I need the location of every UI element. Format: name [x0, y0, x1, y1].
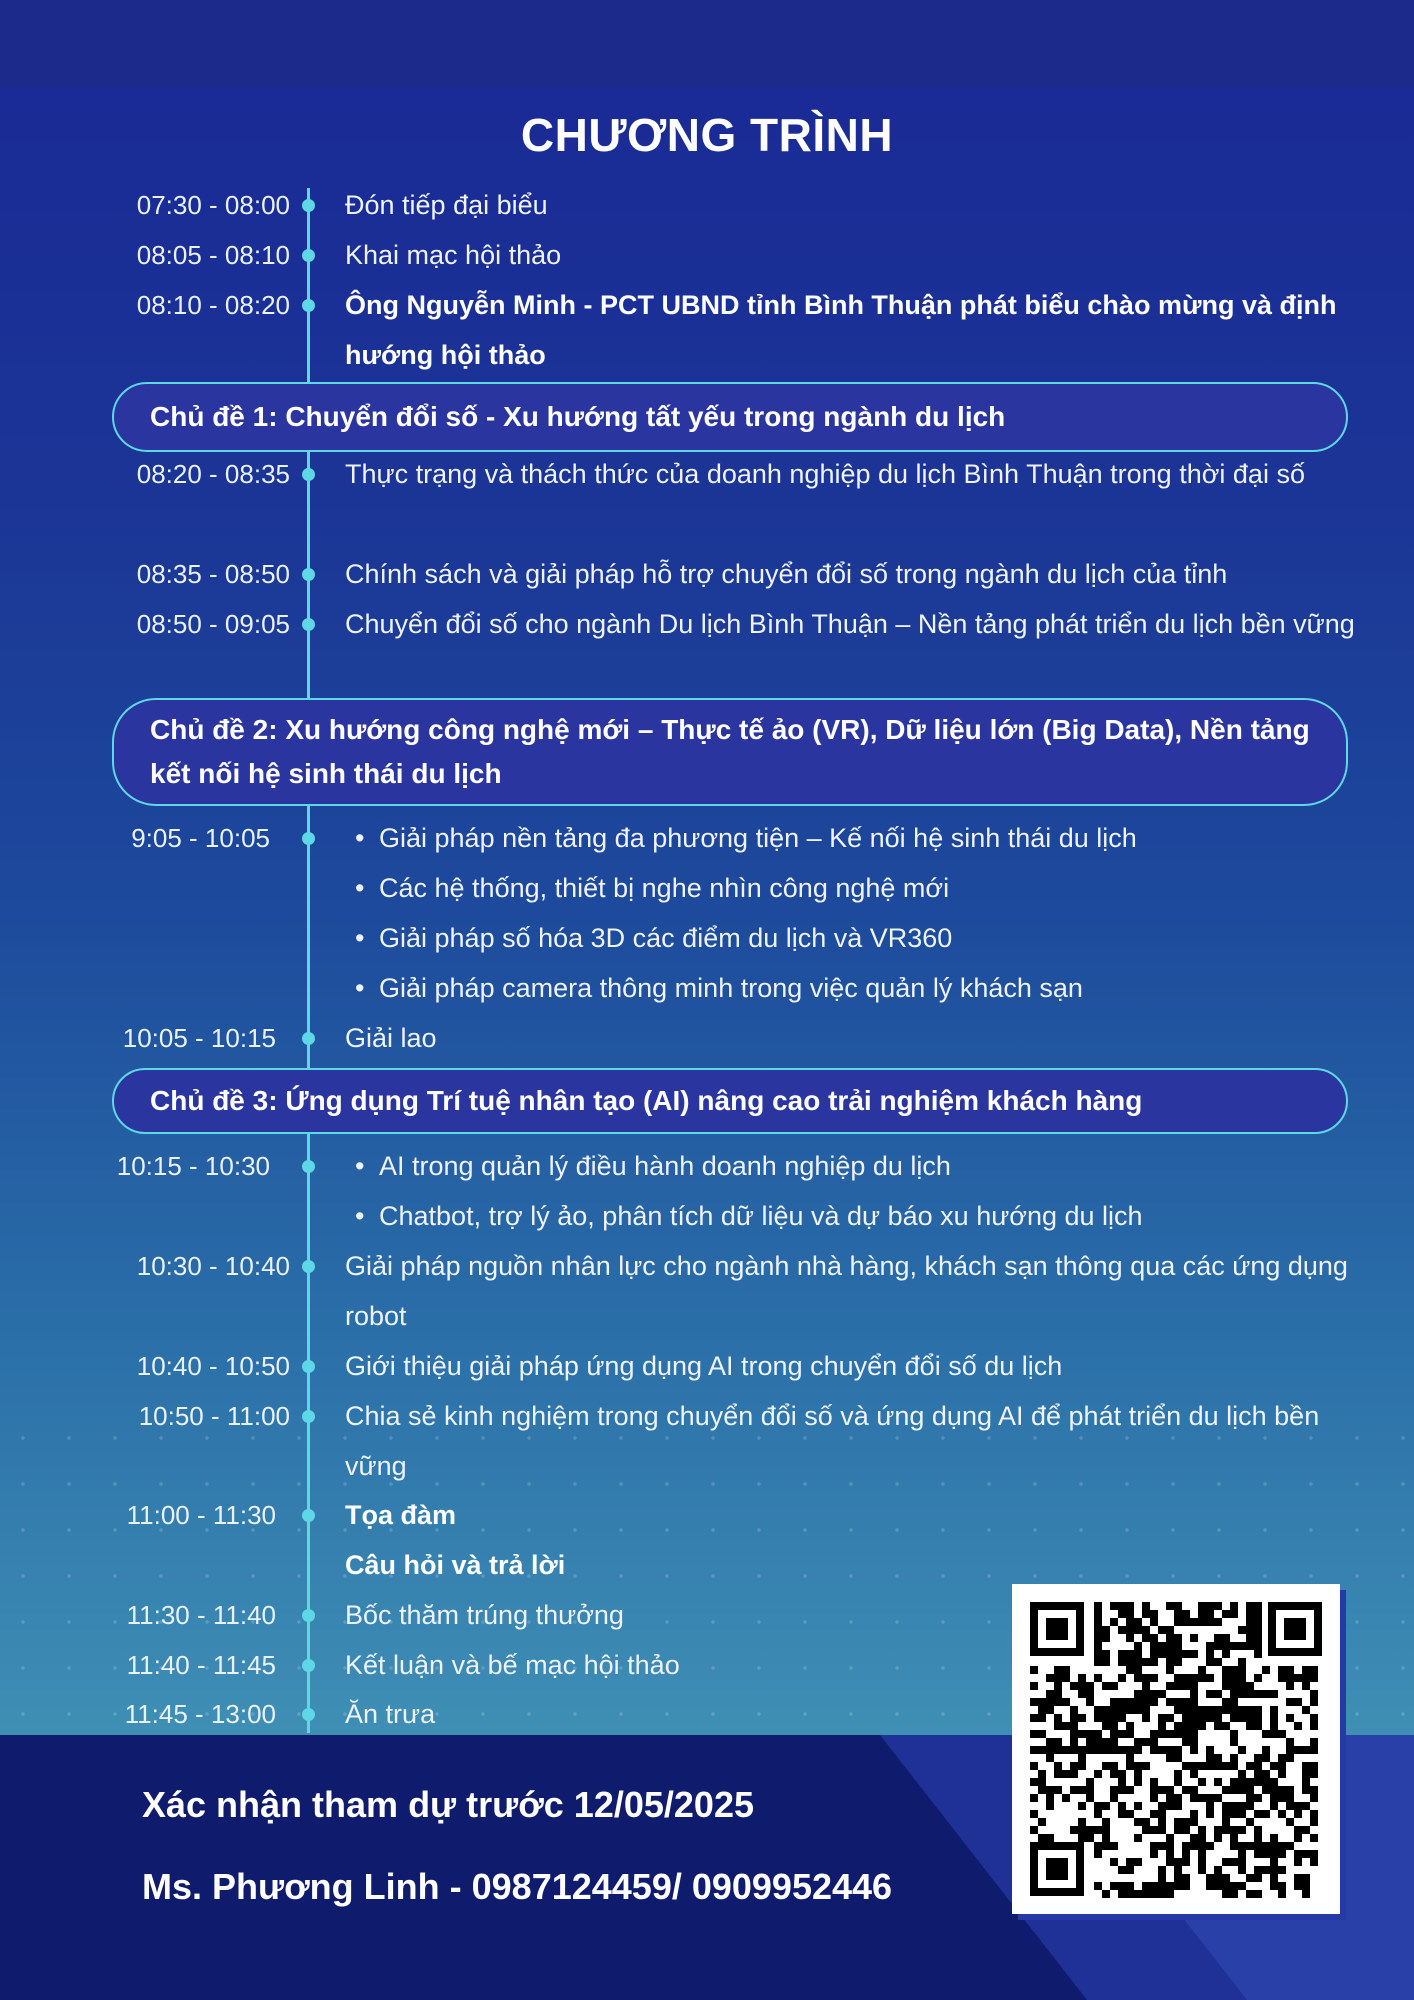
agenda-time: 08:10 - 08:20	[136, 290, 290, 320]
agenda-time: 10:40 - 10:50	[136, 1351, 290, 1381]
timeline-dot	[302, 832, 315, 845]
agenda-time: 11:40 - 11:45	[126, 1650, 276, 1680]
agenda-text: Kết luận và bế mạc hội thảo	[345, 1650, 680, 1680]
qa-text: Câu hỏi và trả lời	[345, 1550, 566, 1580]
agenda-text: Chính sách và giải pháp hỗ trợ chuyển đổi số trong ngành du lịch của tỉnh	[345, 559, 1228, 589]
timeline-dot	[302, 1509, 315, 1522]
timeline-dot	[302, 1160, 315, 1173]
timeline-dot	[302, 468, 315, 481]
timeline-dot	[302, 1410, 315, 1423]
topic-1-title: Chủ đề 1: Chuyển đổi số - Xu hướng tất yếu trong ngành du lịch	[150, 401, 1006, 432]
topic-2-banner	[112, 698, 1348, 806]
timeline-dot	[302, 199, 315, 212]
agenda-time: 10:30 - 10:40	[136, 1251, 290, 1281]
agenda-text: Tọa đàm	[345, 1500, 457, 1530]
qr-code-card[interactable]	[1012, 1584, 1340, 1914]
timeline-dot	[302, 1708, 315, 1721]
agenda-bullet: • Chatbot, trợ lý ảo, phân tích dữ liệu và dự báo xu hướng du lịch	[355, 1201, 1143, 1231]
agenda-time: 11:30 - 11:40	[126, 1600, 276, 1630]
contact-info: Ms. Phương Linh - 0987124459/ 0909952446	[142, 1866, 893, 1907]
agenda-time: 10:50 - 11:00	[138, 1401, 290, 1431]
agenda-text: Khai mạc hội thảo	[345, 240, 562, 270]
agenda-time: 10:15 - 10:30	[116, 1151, 270, 1181]
timeline-dot	[302, 1360, 315, 1373]
agenda-text: Giới thiệu giải pháp ứng dụng AI trong chuyển đổi số du lịch	[345, 1351, 1063, 1381]
agenda-text: Đón tiếp đại biểu	[345, 190, 548, 220]
agenda-bullet: • Giải pháp số hóa 3D các điểm du lịch và VR360	[355, 923, 953, 953]
top-band	[0, 0, 1414, 88]
timeline-dot	[302, 1260, 315, 1273]
timeline-dot	[302, 568, 315, 581]
topic-2-title: Chủ đề 2: Xu hướng công nghệ mới – Thực tế ảo (VR), Dữ liệu lớn (Big Data), Nền tảng kết nối hệ sinh thái du lịch	[150, 714, 1310, 789]
topic-3-banner	[112, 1068, 1348, 1134]
agenda-text: Giải lao	[345, 1023, 437, 1053]
timeline-dot	[302, 249, 315, 262]
qr-code-icon	[1026, 1598, 1326, 1900]
topic-3-title: Chủ đề 3: Ứng dụng Trí tuệ nhân tạo (AI) nâng cao trải nghiệm khách hàng	[150, 1085, 1143, 1116]
agenda-text: Chia sẻ kinh nghiệm trong chuyển đổi số và ứng dụng AI để phát triển du lịch bền vững	[345, 1401, 1320, 1481]
agenda-time: 08:35 - 08:50	[136, 559, 290, 589]
page-title: CHƯƠNG TRÌNH	[520, 109, 894, 161]
agenda-time: 10:05 - 10:15	[122, 1023, 276, 1053]
timeline-dot	[302, 618, 315, 631]
agenda-time: 9:05 - 10:05	[131, 823, 270, 853]
agenda-text: Ăn trưa	[345, 1699, 436, 1729]
agenda-time: 08:50 - 09:05	[136, 609, 290, 639]
timeline-dot	[302, 1659, 315, 1672]
topic-1-banner	[112, 382, 1348, 452]
agenda-text: Bốc thăm trúng thưởng	[345, 1600, 624, 1630]
agenda-text: Ông Nguyễn Minh - PCT UBND tỉnh Bình Thuận phát biểu chào mừng và định hướng hội thảo	[345, 290, 1337, 370]
agenda-time: 11:00 - 11:30	[126, 1500, 276, 1530]
agenda-time: 11:45 - 13:00	[124, 1699, 276, 1729]
agenda-text: Giải pháp nguồn nhân lực cho ngành nhà hàng, khách sạn thông qua các ứng dụng robot	[345, 1251, 1348, 1331]
timeline-dot	[302, 299, 315, 312]
agenda-time: 08:20 - 08:35	[136, 459, 290, 489]
agenda-bullet: • Giải pháp camera thông minh trong việc quản lý khách sạn	[355, 973, 1083, 1003]
timeline-dot	[302, 1032, 315, 1045]
agenda-bullet: • AI trong quản lý điều hành doanh nghiệp du lịch	[355, 1151, 951, 1181]
registration-deadline: Xác nhận tham dự trước 12/05/2025	[142, 1784, 754, 1825]
agenda-text: Thực trạng và thách thức của doanh nghiệp du lịch Bình Thuận trong thời đại số	[345, 459, 1305, 489]
agenda-time: 08:05 - 08:10	[136, 240, 290, 270]
timeline-dot	[302, 1609, 315, 1622]
agenda-bullet: • Các hệ thống, thiết bị nghe nhìn công nghệ mới	[355, 873, 950, 903]
agenda-text: Chuyển đổi số cho ngành Du lịch Bình Thuận – Nền tảng phát triển du lịch bền vững	[345, 609, 1355, 639]
agenda-time: 07:30 - 08:00	[136, 190, 290, 220]
agenda-bullet: • Giải pháp nền tảng đa phương tiện – Kế nối hệ sinh thái du lịch	[355, 823, 1137, 853]
